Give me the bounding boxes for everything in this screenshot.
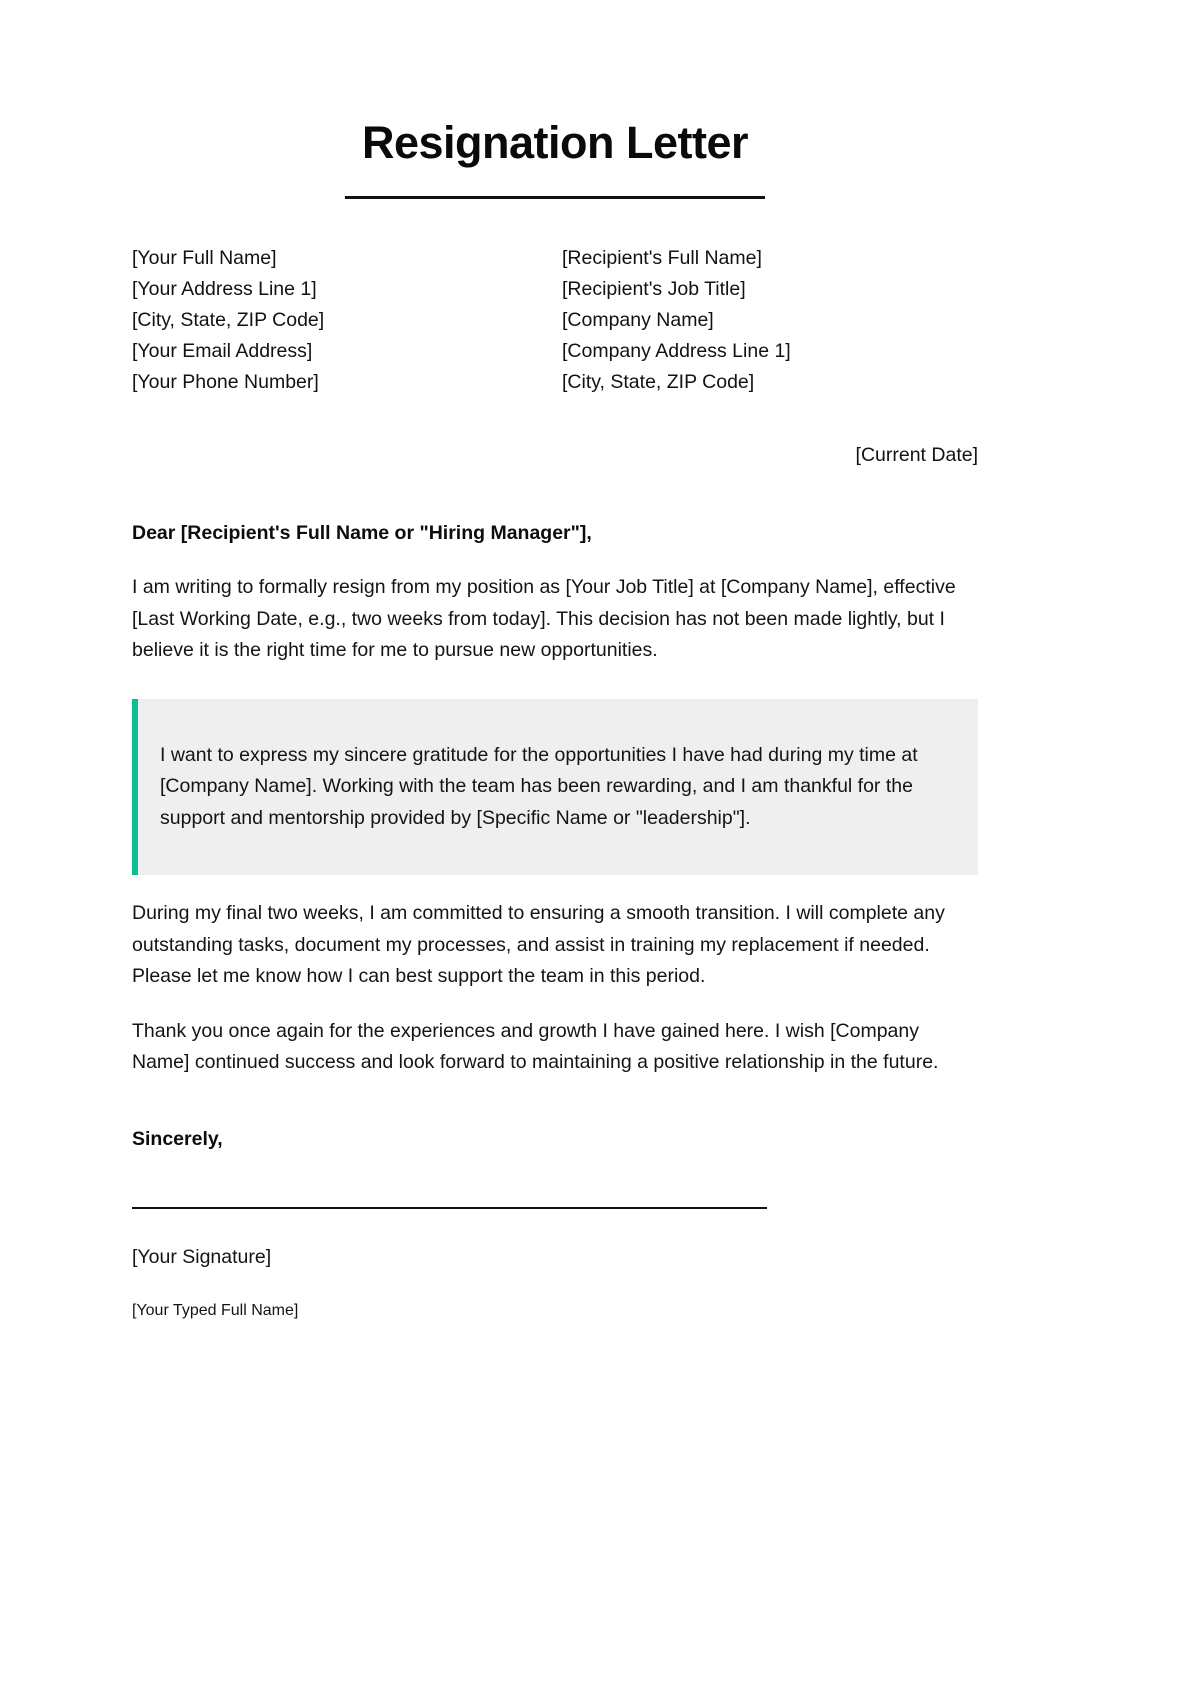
typed-name-placeholder: [Your Typed Full Name] xyxy=(132,1302,299,1320)
sender-line: [Your Phone Number] xyxy=(132,371,319,394)
highlight-callout-text: I want to express my sincere gratitude for the opportunities I have had during my time at [Company Name]. Working with the team has been rewarding, and I am thankful for the support and mentorship provided by [Specific Name or "leadership"]. xyxy=(160,743,918,829)
sender-line: [Your Address Line 1] xyxy=(132,278,317,301)
highlight-callout xyxy=(132,699,978,876)
closing-salutation: Sincerely, xyxy=(132,1127,223,1150)
recipient-line: [City, State, ZIP Code] xyxy=(562,371,755,394)
signature-placeholder: [Your Signature] xyxy=(132,1246,272,1269)
recipient-line: [Recipient's Full Name] xyxy=(562,247,762,270)
sender-address-block xyxy=(132,243,555,398)
body-paragraph-3: Thank you once again for the experiences and growth I have gained here. I wish [Company Name] continued success and look forward to maintaining a positive relationship in the future. xyxy=(132,1019,939,1074)
sender-line: [Your Full Name] xyxy=(132,247,277,270)
address-row xyxy=(132,243,978,398)
page-title: Resignation Letter xyxy=(361,117,749,168)
document-header xyxy=(132,0,978,199)
body-paragraph-2: During my final two weeks, I am committed to ensuring a smooth transition. I will complete any outstanding tasks, document my processes, and assist in training my replacement if needed. Please let me know how I can best support the team in this period. xyxy=(132,902,945,988)
recipient-line: [Company Name] xyxy=(562,309,714,332)
recipient-line: [Company Address Line 1] xyxy=(562,340,791,363)
sender-line: [Your Email Address] xyxy=(132,340,313,363)
salutation: Dear [Recipient's Full Name or "Hiring Manager"], xyxy=(132,522,592,545)
body-paragraph-1: I am writing to formally resign from my position as [Your Job Title] at [Company Name], effective [Last Working Date, e.g., two weeks from today]. This decision has not been made lightly, but I believe it is the right time for me to pursue new opportunities. xyxy=(132,576,956,662)
letter-date: [Current Date] xyxy=(855,444,978,467)
recipient-address-block xyxy=(555,243,978,398)
recipient-line: [Recipient's Job Title] xyxy=(562,278,746,301)
title-divider xyxy=(345,196,765,199)
signature-line xyxy=(132,1207,767,1210)
sender-line: [City, State, ZIP Code] xyxy=(132,309,325,332)
document-content xyxy=(132,0,978,1323)
